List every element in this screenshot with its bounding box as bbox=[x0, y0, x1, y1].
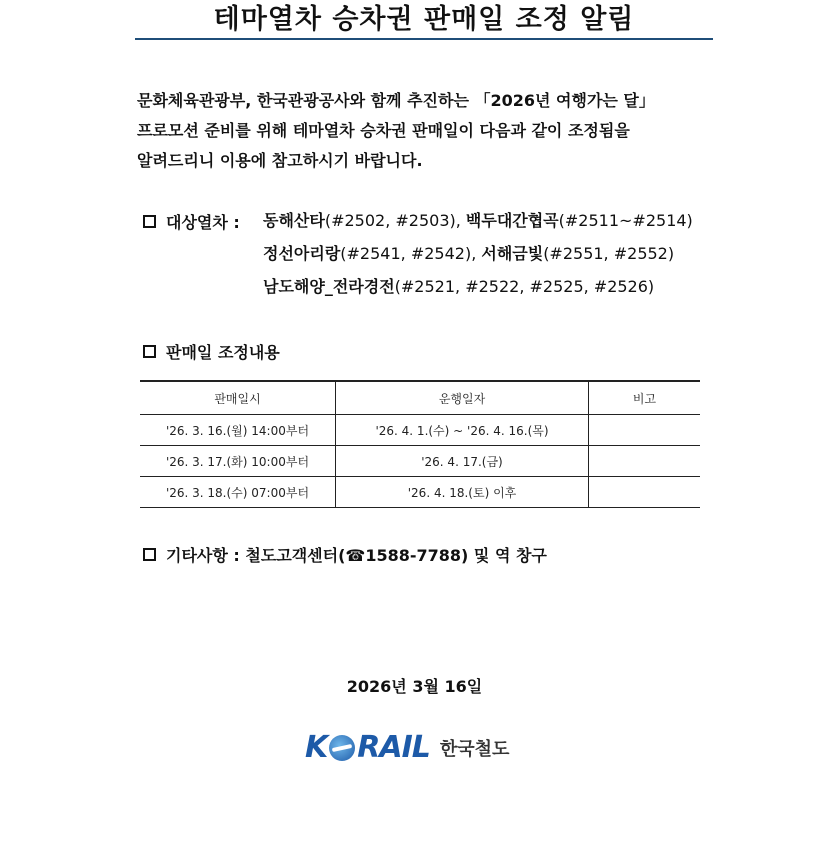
train-code: (#2511~#2514) bbox=[558, 211, 693, 230]
sale-datetime-cell: '26. 3. 18.(수) 07:00부터 bbox=[140, 477, 336, 508]
schedule-table bbox=[140, 380, 700, 508]
intro-paragraph: 문화체육관광부, 한국관광공사와 함께 추진하는 「2026년 여행가는 달」 프로모션 준비를 위해 테마열차 승차권 판매일이 다음과 같이 조정됨을 알려드리니 이용에 참고하시기 바랍니다. bbox=[137, 91, 655, 170]
column-header: 판매일시 bbox=[140, 381, 336, 415]
logo-letter-k: K bbox=[305, 730, 328, 765]
other-info-text: 기타사항 : 철도고객센터(☎1588-7788) 및 역 창구 bbox=[166, 546, 547, 565]
table-row bbox=[140, 477, 700, 508]
train-line-1 bbox=[263, 210, 693, 232]
table-header-row bbox=[140, 381, 700, 415]
square-bullet-icon bbox=[143, 548, 156, 561]
train-name: 서해금빛 bbox=[481, 244, 544, 263]
run-date-cell: '26. 4. 17.(금) bbox=[336, 446, 589, 477]
logo-korean-name: 한국철도 bbox=[439, 738, 510, 760]
train-name: 남도해양_전라경전 bbox=[263, 277, 395, 296]
train-name: 동해산타 bbox=[263, 211, 325, 230]
globe-icon bbox=[329, 735, 355, 761]
title-divider bbox=[135, 38, 713, 40]
train-name: 정선아리랑 bbox=[263, 244, 341, 263]
train-name: 백두대간협곡 bbox=[465, 211, 559, 230]
sale-datetime-cell: '26. 3. 17.(화) 10:00부터 bbox=[140, 446, 336, 477]
train-code: (#2502, #2503), bbox=[324, 211, 466, 230]
train-code: (#2551, #2552) bbox=[543, 244, 675, 263]
note-cell bbox=[589, 477, 701, 508]
korail-logo bbox=[305, 730, 509, 765]
column-header: 운행일자 bbox=[336, 381, 589, 415]
note-cell bbox=[589, 415, 701, 446]
train-line-3 bbox=[263, 276, 654, 298]
square-bullet-icon bbox=[143, 215, 156, 228]
target-trains-label: 대상열차 : bbox=[166, 213, 240, 232]
run-date-cell: '26. 4. 18.(토) 이후 bbox=[336, 477, 589, 508]
schedule-heading-label: 판매일 조정내용 bbox=[166, 343, 280, 362]
train-line-2 bbox=[263, 243, 674, 265]
schedule-heading bbox=[143, 340, 280, 363]
train-code: (#2521, #2522, #2525, #2526) bbox=[394, 277, 655, 296]
sale-datetime-cell: '26. 3. 16.(월) 14:00부터 bbox=[140, 415, 336, 446]
column-header: 비고 bbox=[589, 381, 701, 415]
run-date-cell: '26. 4. 1.(수) ~ '26. 4. 16.(목) bbox=[336, 415, 589, 446]
table-row bbox=[140, 446, 700, 477]
notice-date: 2026년 3월 16일 bbox=[346, 677, 483, 696]
other-info bbox=[143, 543, 547, 566]
logo-letters-rail: RAIL bbox=[357, 730, 430, 765]
target-trains-bullet bbox=[143, 210, 240, 233]
note-cell bbox=[589, 446, 701, 477]
table-row bbox=[140, 415, 700, 446]
square-bullet-icon bbox=[143, 345, 156, 358]
train-code: (#2541, #2542), bbox=[340, 244, 482, 263]
korail-wordmark bbox=[305, 730, 430, 765]
page-title: 테마열차 승차권 판매일 조정 알림 bbox=[213, 4, 635, 35]
